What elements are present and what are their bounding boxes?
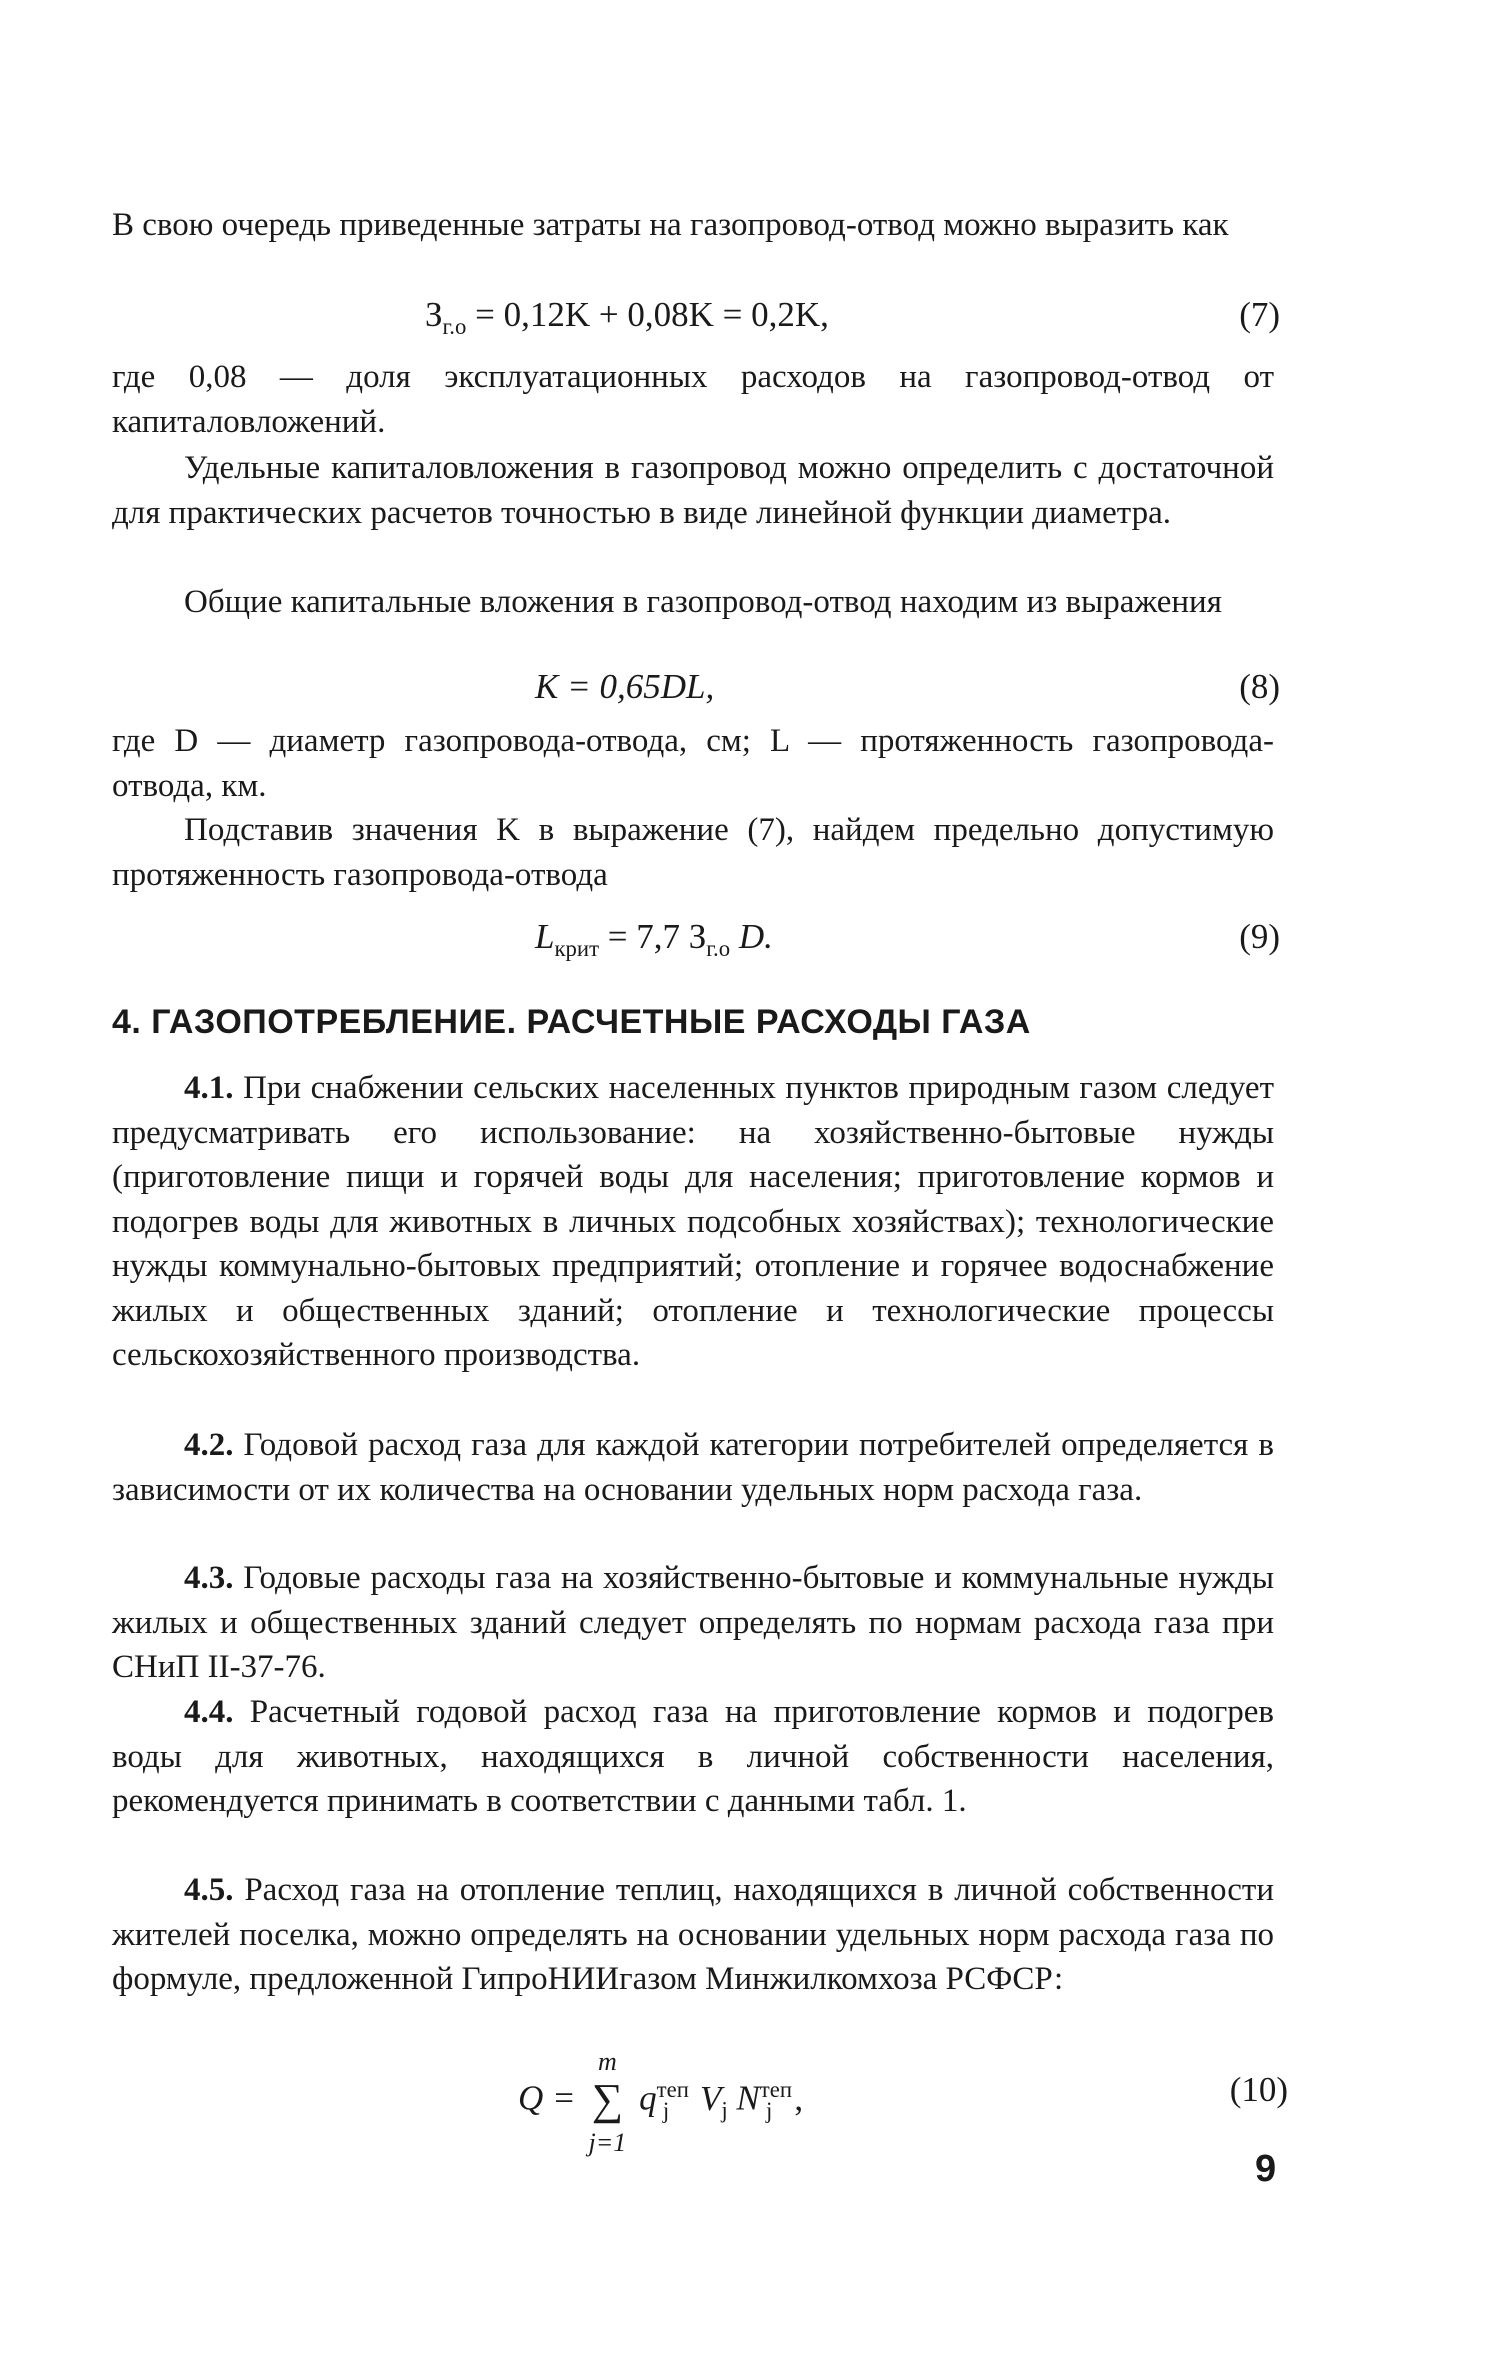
formula-10-v: V: [699, 2078, 722, 2118]
formula-7-number: (7): [1239, 295, 1280, 334]
formula-8: K = 0,65DL,: [535, 667, 715, 706]
item-4-2-text: Годовой расход газа для каждой категории потребителей определяется в зависимости от их количества на основании удельных норм расхода газа.: [112, 1427, 1274, 1508]
formula-10-n-sub: j: [766, 2097, 773, 2123]
formula-10-n-sup: теп: [759, 2077, 792, 2102]
formula-9-lhs-sub: крит: [554, 936, 600, 961]
formula-7-lhs: З: [425, 295, 443, 334]
formula-10-number: (10): [1229, 2070, 1288, 2109]
item-4-1-number: 4.1.: [184, 1070, 234, 1106]
formula-9-rhs-b: D.: [730, 917, 773, 956]
item-4-1: [112, 1066, 1274, 1378]
formula-7-lhs-sub: г.о: [442, 314, 467, 339]
summation-upper: m: [598, 2047, 617, 2077]
item-4-4: [112, 1690, 1274, 1824]
item-4-3: [112, 1556, 1274, 1690]
formula-9-number: (9): [1239, 917, 1280, 956]
formula-9-rhs-a: = 7,7 З: [599, 917, 707, 956]
item-4-2-number: 4.2.: [184, 1427, 234, 1463]
summation-sign: ∑: [591, 2075, 624, 2125]
item-4-4-number: 4.4.: [184, 1694, 234, 1730]
page-number: 9: [1255, 2148, 1277, 2190]
formula-10-q-sup: теп: [656, 2077, 689, 2102]
paragraph-intro: В свою очередь приведенные затраты на газопровод-отвод можно выразить как: [112, 207, 1229, 243]
formula-9-lhs: L: [535, 917, 555, 956]
item-4-3-text: Годовые расходы газа на хозяйственно-бытовые и коммунальные нужды жилых и общественных зданий следует определять по нормам расхода газа при СНиП II-37-76.: [112, 1560, 1274, 1685]
formula-10-q-sub: j: [662, 2097, 670, 2123]
item-4-5: [112, 1868, 1274, 2002]
paragraph-where-008: где 0,08 — доля эксплуатационных расходов на газопровод-отвод от капиталовложений.: [112, 359, 1274, 440]
formula-10-tail: ,: [794, 2078, 804, 2118]
formula-7: [425, 293, 829, 349]
item-4-4-text: Расчетный годовой расход газа на приготовление кормов и подогрев воды для животных, находящихся в личной собственности населения, рекомендуется принимать в соответствии с данными табл. 1.: [112, 1694, 1274, 1819]
item-4-5-number: 4.5.: [184, 1872, 234, 1908]
item-4-1-text: При снабжении сельских населенных пунктов природным газом следует предусматривать его использование: на хозяйственно-бытовые нужды (приготовление пищи и горячей воды для населения; приготовление кормов и подогрев воды для животных в личных подсобных хозяйствах); технологические нужды коммунально-бытовых предприятий; отопление и горячее водоснабжение жилых и общественных зданий; отопление и технологические процессы сельскохозяйственного производства.: [112, 1070, 1274, 1373]
formula-10-n: N: [736, 2078, 760, 2118]
formula-9-rhs-sub: г.о: [706, 936, 731, 961]
item-4-3-number: 4.3.: [184, 1560, 234, 1596]
formula-10-q: q: [639, 2078, 657, 2118]
formula-10: [518, 2047, 804, 2158]
item-4-5-text: Расход газа на отопление теплиц, находящихся в личной собственности жителей поселка, можно определять на основании удельных норм расхода газа по формуле, предложенной ГипроНИИгазом Минжилкомхоза РСФСР:: [112, 1872, 1274, 1997]
formula-9: [535, 915, 773, 971]
formula-10-lhs: Q =: [518, 2078, 585, 2118]
item-4-2: [112, 1423, 1274, 1512]
paragraph-where-d-l: где D — диаметр газопровода-отвода, см; L — протяженность газопровода-отвода, км.: [112, 723, 1274, 804]
formula-10-v-sub: j: [721, 2097, 728, 2123]
formula-7-rhs: = 0,12K + 0,08K = 0,2K,: [466, 295, 829, 334]
paragraph-total-investment: Общие капитальные вложения в газопровод-отвод находим из выражения: [184, 584, 1222, 620]
paragraph-specific-investment: Удельные капиталовложения в газопровод можно определить с достаточной для практических расчетов точностью в виде линейной функции диаметра.: [112, 450, 1274, 531]
summation: [584, 2047, 630, 2158]
section-heading: 4. ГАЗОПОТРЕБЛЕНИЕ. РАСЧЕТНЫЕ РАСХОДЫ ГАЗА: [112, 1003, 1031, 1041]
formula-8-number: (8): [1239, 667, 1280, 706]
summation-lower: j=1: [588, 2128, 627, 2158]
paragraph-substitute: Подставив значения K в выражение (7), найдем предельно допустимую протяженность газопровода-отвода: [112, 812, 1274, 893]
